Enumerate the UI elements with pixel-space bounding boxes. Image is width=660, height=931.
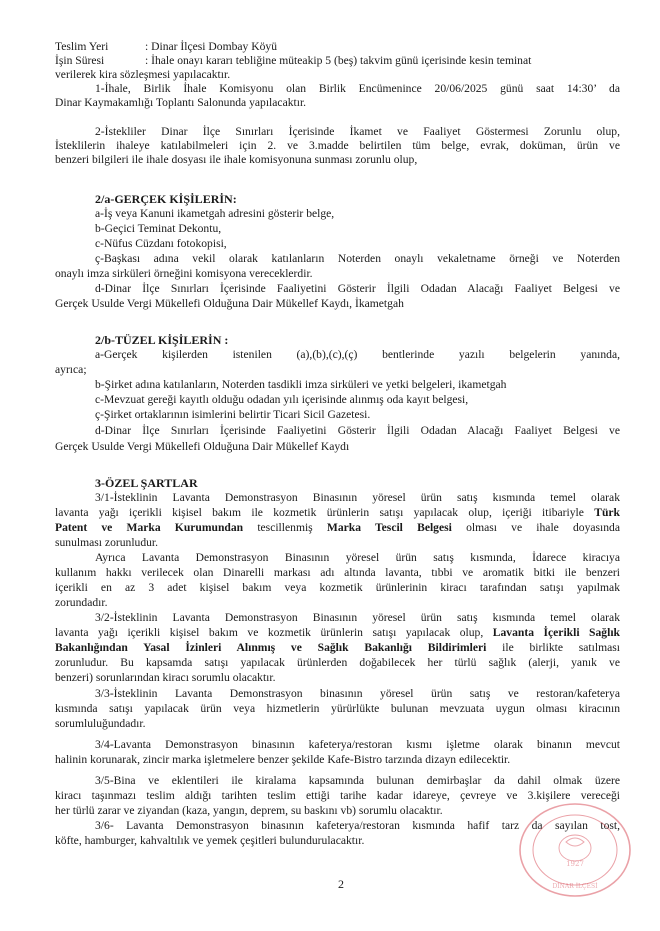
text-line: 1-İhale, Birlik İhale Komisyonu olan Birlik Encümenince 20/06/2025 günü saat 14:30’ da [95, 82, 620, 95]
text-line: b-Şirket adına katılanların, Noterden tasdikli imza sirküleri ve yetki belgeleri, ikametgah [95, 378, 507, 391]
page-number: 2 [338, 877, 344, 891]
official-seal-stamp-icon [516, 800, 634, 900]
section-heading-special-conditions: 3-ÖZEL ŞARTLAR [95, 476, 198, 490]
text-line: kullanım hakkı verilecek olan Dinarelli markası adı altında lavanta, tıbbi ve aromatik bitki ile benzeri [55, 566, 620, 579]
text-line: 3/4-Lavanta Demonstrasyon binasının kafeterya/restoran kısmı işletme olarak binanın mevcut [95, 738, 620, 751]
text-line [55, 521, 620, 535]
text-line: halinin korunarak, zincir marka işletmelere benzer şekilde Kafe-Bistro tarzında dizayn edilecektir. [55, 753, 511, 766]
text-line: b-Geçici Teminat Dekontu, [95, 222, 222, 235]
delivery-place-value: : Dinar İlçesi Dombay Köyü [145, 40, 278, 53]
section-heading-legal-entities: 2/b-TÜZEL KİŞİLERİN : [95, 333, 229, 347]
duration-value: : İhale onayı kararı tebliğine müteakip 5 (beş) takvim günü içerisinde kesin teminat [145, 54, 532, 67]
text-span: lavanta yağı içerikli kişisel bakım ve kozmetik ürünlerin satışı yapılacak olup, [55, 626, 484, 639]
text-line: köfte, hamburger, kahvaltılık ve yemek çeşitleri bulundurulacaktır. [55, 834, 365, 847]
text-line: kısmında satışı yapılacak ürün veya hizmetlerin yürürlükte bulunan mevzuata uygun olması kiracının [55, 702, 620, 715]
text-line: d-Dinar İlçe Sınırları İçerisinde Faaliyetini Gösterir İlgili Odadan Alacağı Faaliyet Belgesi ve [95, 424, 620, 437]
text-line: her türlü zarar ve ziyandan (kaza, yangın, deprem, su baskını vb) sorumlu olacaktır. [55, 804, 443, 817]
stamp-year: 1927 [566, 860, 584, 868]
text-line: 3/5-Bina ve eklentileri ile kiralama kapsamında bulunan demirbaşlar da dahil olmak üzere [95, 774, 620, 787]
text-line: 3/2-İsteklinin Lavanta Demonstrasyon Binasının yöresel ürün satış kısmında temel olarak [95, 611, 620, 624]
text-span: lavanta yağı içerikli kişisel bakım ile kozmetik ürünlerin satışı yapılacak olup, içeriği itibariyle [55, 506, 584, 519]
delivery-place-line [55, 40, 620, 54]
duration-label: İşin Süresi [55, 54, 105, 67]
text-line: 2-İstekliler Dinar İlçe Sınırları İçerisinde İkamet ve Faaliyet Göstermesi Zorunlu olup, [95, 125, 620, 138]
text-span: ile birlikte satılması [502, 641, 620, 654]
text-line: 3/6- Lavanta Demonstrasyon binasının kafeterya/restoran kısmında hafif tarz da sayılan tost, [95, 819, 620, 832]
bold-span: Bakanlığından Yasal İzinleri Alınmış ve Sağlık Bakanlığı Bildirimleri [55, 641, 487, 654]
text-line: c-Mevzuat gereği kayıtlı olduğu odadan yılı içerisinde alınmış oda kayıt belgesi, [95, 393, 469, 406]
text-line: c-Nüfus Cüzdanı fotokopisi, [95, 237, 227, 250]
text-line: Gerçek Usulde Vergi Mükellefi Olduğuna Dair Mükellef Kaydı, İkametgah [55, 297, 404, 310]
text-span: olması ve ihale doyasında [466, 521, 620, 534]
text-line: zorunludur. Bu kapsamda satışı yapılacak ürünlerden doğabilecek her türlü sağlık (alerji, yanık ve [55, 656, 620, 669]
text-line: benzeri bilgileri ile ihale dosyası ile ihale komisyonuna sunması zorunlu olup, [55, 153, 418, 166]
bold-span: Lavanta İçerikli Sağlık [492, 626, 620, 639]
text-line: 3/3-İsteklinin Lavanta Demonstrasyon binasının yöresel ürün satış ve restoran/kafeterya [95, 687, 620, 700]
text-line: onaylı imza sirküleri örneğini komisyona vereceklerdir. [55, 267, 313, 280]
text-line [55, 641, 620, 655]
text-line: ç-Başkası adına vekil olarak katılanların Noterden onaylı vekaletname örneği ve Noterden [95, 252, 620, 265]
text-line: İsteklilerin ihaleye katılabilmeleri için 2. ve 3.madde belirtilen tüm belge, evrak, doküman, ürün ve [55, 139, 620, 152]
delivery-place-label: Teslim Yeri [55, 40, 109, 53]
text-line: d-Dinar İlçe Sınırları İçerisinde Faaliyetini Gösterir İlgili Odadan Alacağı Faaliyet Belgesi ve [95, 282, 620, 295]
bold-span: Patent ve Marka Kurumundan [55, 521, 244, 534]
text-line: içerikli en az 3 adet kişisel bakım veya kozmetik ürünlerinin kiracı tarafından satışı yapılmak [55, 581, 620, 594]
text-line: Gerçek Usulde Vergi Mükellefi Olduğuna Dair Mükellef Kaydı [55, 440, 350, 453]
text-line: Dinar Kaymakamlığı Toplantı Salonunda yapılacaktır. [55, 96, 307, 109]
text-line: ayrıca; [55, 363, 87, 376]
text-line: a-Gerçek kişilerden istenilen (a),(b),(c),(ç) bentlerinde yazılı belgelerin yanında, [95, 348, 620, 361]
text-line: zorundadır. [55, 596, 108, 609]
bold-span: Türk [594, 506, 620, 519]
duration-line [55, 54, 620, 68]
text-line [55, 506, 620, 520]
text-line: benzeri) sorunlarından kiracı sorumlu olacaktır. [55, 671, 276, 684]
text-line: kiracı taşınmazı teslim aldığı tarihten teslim ettiği tarihe kadar idareye, çevreye ve 3.kişilere vereceği [55, 789, 620, 802]
text-line: 3/1-İsteklinin Lavanta Demonstrasyon Binasının yöresel ürün satış kısmında temel olarak [95, 491, 620, 504]
text-line: a-İş veya Kanuni ikametgah adresini gösterir belge, [95, 207, 335, 220]
stamp-text: DİNAR İLÇESİ [552, 883, 598, 890]
text-line: verilerek kira sözleşmesi yapılacaktır. [55, 68, 231, 81]
text-line: ç-Şirket ortaklarının isimlerini belirtir Ticari Sicil Gazetesi. [95, 408, 371, 421]
bold-span: Marka Tescil Belgesi [326, 521, 452, 534]
text-line [55, 626, 620, 640]
section-heading-real-persons: 2/a-GERÇEK KİŞİLERİN: [95, 192, 237, 206]
text-line: sorumluluğundadır. [55, 717, 146, 730]
text-span: tescillenmiş [257, 521, 313, 534]
text-line: sunulması zorunludur. [55, 536, 159, 549]
text-line: Ayrıca Lavanta Demonstrasyon Binasının yöresel ürün satış kısmında, İdarece kiracıya [95, 551, 620, 564]
